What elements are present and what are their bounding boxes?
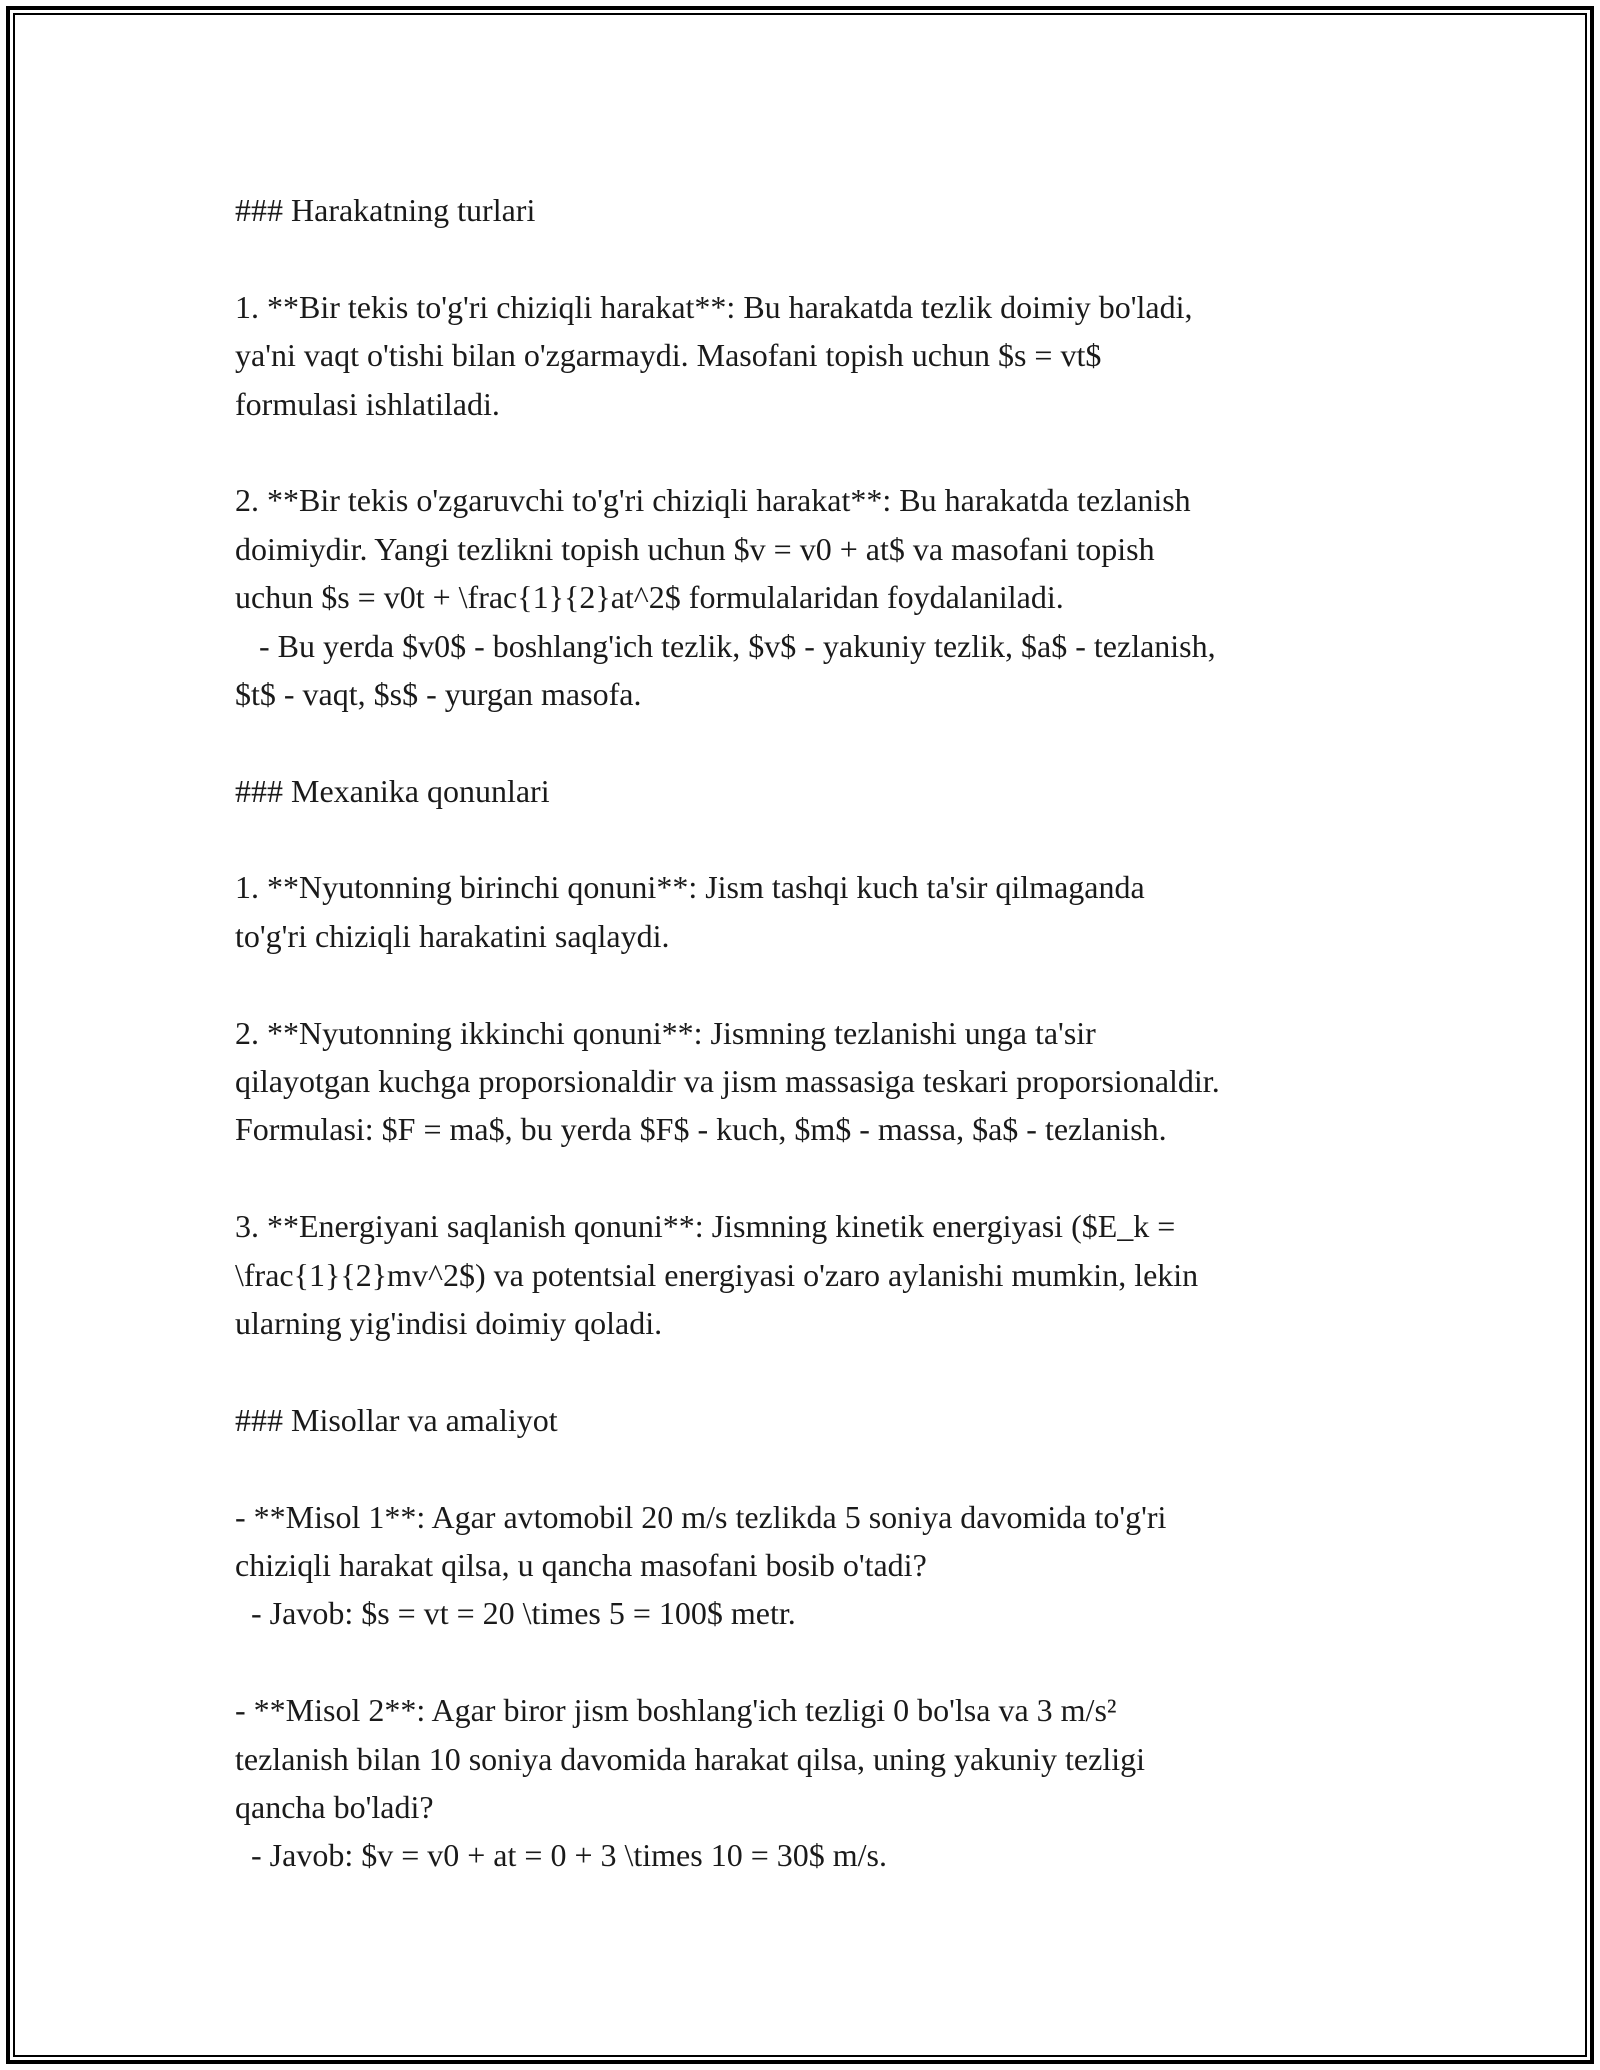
text-line: - Bu yerda $v0$ - boshlang'ich tezlik, $v$ - yakuniy tezlik, $a$ - tezlanish,	[235, 627, 1216, 664]
text-line: 3. **Energiyani saqlanish qonuni**: Jismning kinetik energiyasi ($E_k =	[235, 1208, 1176, 1245]
list-item	[235, 283, 1385, 428]
spacer	[235, 1444, 1385, 1492]
text-line: to'g'ri chiziqli harakatini saqlaydi.	[235, 917, 670, 954]
list-item	[235, 863, 1385, 960]
spacer	[235, 960, 1385, 1008]
spacer	[235, 1347, 1385, 1395]
spacer	[235, 1154, 1385, 1202]
list-item	[235, 476, 1385, 718]
spacer	[235, 1638, 1385, 1686]
text-line: 2. **Bir tekis o'zgaruvchi to'g'ri chiziqli harakat**: Bu harakatda tezlanish	[235, 482, 1191, 519]
text-line: 2. **Nyutonning ikkinchi qonuni**: Jismning tezlanishi unga ta'sir	[235, 1014, 1096, 1051]
list-item	[235, 1009, 1385, 1154]
text-line: 1. **Nyutonning birinchi qonuni**: Jism tashqi kuch ta'sir qilmaganda	[235, 869, 1145, 906]
text-line: - **Misol 2**: Agar biror jism boshlang'ich tezligi 0 bo'lsa va 3 m/s²	[235, 1692, 1117, 1729]
list-item	[235, 1686, 1385, 1880]
spacer	[235, 815, 1385, 863]
section-heading: ### Misollar va amaliyot	[235, 1401, 558, 1438]
text-line: tezlanish bilan 10 soniya davomida harakat qilsa, uning yakuniy tezligi	[235, 1740, 1145, 1777]
text-line: chiziqli harakat qilsa, u qancha masofani bosib o'tadi?	[235, 1546, 927, 1583]
text-line: \frac{1}{2}mv^2$) va potentsial energiyasi o'zaro aylanishi mumkin, lekin	[235, 1256, 1199, 1293]
text-line: Formulasi: $F = ma$, bu yerda $F$ - kuch, $m$ - massa, $a$ - tezlanish.	[235, 1111, 1167, 1148]
text-line: qancha bo'ladi?	[235, 1788, 434, 1825]
text-line: ularning yig'indisi doimiy qoladi.	[235, 1304, 663, 1341]
section-heading: ### Harakatning turlari	[235, 192, 536, 228]
text-line: $t$ - vaqt, $s$ - yurgan masofa.	[235, 675, 642, 712]
text-line: 1. **Bir tekis to'g'ri chiziqli harakat**: Bu harakatda tezlik doimiy bo'ladi,	[235, 288, 1193, 325]
text-line: qilayotgan kuchga proporsionaldir va jism massasiga teskari proporsionaldir.	[235, 1063, 1220, 1100]
list-item	[235, 1202, 1385, 1347]
text-line: - Javob: $v = v0 + at = 0 + 3 \times 10 = 30$ m/s.	[235, 1837, 887, 1874]
spacer	[235, 234, 1385, 282]
list-item	[235, 1493, 1385, 1638]
text-line: uchun $s = v0t + \frac{1}{2}at^2$ formulalaridan foydalaniladi.	[235, 579, 1064, 616]
text-line: - **Misol 1**: Agar avtomobil 20 m/s tezlikda 5 soniya davomida to'g'ri	[235, 1498, 1167, 1535]
text-line: doimiydir. Yangi tezlikni topish uchun $v = v0 + at$ va masofani topish	[235, 530, 1155, 567]
section-heading: ### Mexanika qonunlari	[235, 772, 550, 809]
text-line: formulasi ishlatiladi.	[235, 385, 500, 422]
text-line: - Javob: $s = vt = 20 \times 5 = 100$ metr.	[235, 1595, 796, 1632]
spacer	[235, 428, 1385, 476]
document-body	[235, 186, 1385, 1880]
text-line: ya'ni vaqt o'tishi bilan o'zgarmaydi. Masofani topish uchun $s = vt$	[235, 337, 1102, 374]
spacer	[235, 718, 1385, 766]
